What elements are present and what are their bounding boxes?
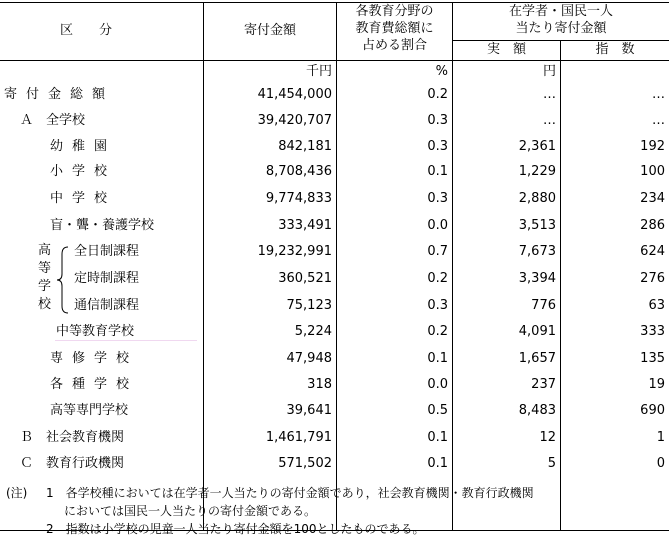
row-amount: 75,123 bbox=[286, 298, 332, 313]
row-ratio: 0.0 bbox=[427, 218, 448, 233]
row-amount: 9,774,833 bbox=[265, 191, 332, 206]
row-index: 1 bbox=[656, 430, 665, 445]
row-ratio: 0.7 bbox=[427, 244, 448, 259]
unit-ratio: % bbox=[435, 64, 448, 79]
row-index: 63 bbox=[648, 298, 665, 313]
row-amount: 39,420,707 bbox=[257, 113, 332, 128]
row-actual: 3,513 bbox=[518, 218, 556, 233]
header-ratio-line1: 各教育分野の bbox=[355, 4, 434, 19]
row-index: 192 bbox=[640, 139, 665, 154]
note-1-line1: 1 各学校種においては在学者一人当たりの寄付金額であり，社会教育機関・教育行政機関 bbox=[46, 486, 534, 500]
header-per-capita-line2: 当たり寄付金額 bbox=[515, 21, 607, 36]
row-amount: 47,948 bbox=[286, 351, 332, 366]
row-actual: 1,657 bbox=[518, 351, 556, 366]
header-category: 区 分 bbox=[60, 23, 113, 38]
column-rule bbox=[452, 2, 453, 530]
row-ratio: 0.3 bbox=[427, 139, 448, 154]
row-ratio: 0.3 bbox=[427, 298, 448, 313]
row-amount: 19,232,991 bbox=[257, 244, 332, 259]
row-actual: 7,673 bbox=[518, 244, 556, 259]
row-amount: 1,461,791 bbox=[265, 430, 332, 445]
row-ratio: 0.0 bbox=[427, 377, 448, 392]
note-1-line2: においては国民一人当たりの寄付金額である。 bbox=[64, 504, 317, 518]
row-actual: 12 bbox=[539, 430, 556, 445]
column-rule bbox=[336, 2, 337, 530]
row-label: Ｂ 社会教育機関 bbox=[20, 430, 125, 445]
table-top-rule bbox=[0, 2, 669, 3]
high-school-brace bbox=[56, 244, 70, 316]
row-amount: 41,454,000 bbox=[257, 87, 332, 102]
row-ratio: 0.1 bbox=[427, 456, 448, 471]
row-label: 中等教育学校 bbox=[56, 324, 135, 339]
row-ratio: 0.3 bbox=[427, 113, 448, 128]
row-label: 各種学校 bbox=[50, 377, 139, 392]
row-label: Ａ 全学校 bbox=[20, 113, 86, 128]
row-actual: 776 bbox=[531, 298, 556, 313]
row-label: 盲・聾・養護学校 bbox=[50, 218, 155, 233]
row-ratio: 0.2 bbox=[427, 87, 448, 102]
row-amount: 318 bbox=[307, 377, 332, 392]
row-ratio: 0.1 bbox=[427, 351, 448, 366]
row-highlight bbox=[55, 340, 197, 341]
row-amount: 8,708,436 bbox=[265, 164, 332, 179]
row-ratio: 0.1 bbox=[427, 164, 448, 179]
row-label: 専修学校 bbox=[50, 351, 139, 366]
row-label: 寄付金総額 bbox=[4, 87, 115, 102]
row-index: 286 bbox=[640, 218, 665, 233]
row-index: 135 bbox=[640, 351, 665, 366]
unit-amount: 千円 bbox=[305, 64, 332, 79]
row-index: 333 bbox=[640, 324, 665, 339]
row-amount: 571,502 bbox=[278, 456, 332, 471]
row-actual: 4,091 bbox=[518, 324, 556, 339]
row-actual: 2,880 bbox=[518, 191, 556, 206]
row-amount: 842,181 bbox=[278, 139, 332, 154]
row-index: 0 bbox=[656, 456, 665, 471]
row-index: … bbox=[652, 113, 665, 128]
row-index: … bbox=[652, 87, 665, 102]
row-label: 全日制課程 bbox=[74, 244, 140, 259]
row-ratio: 0.2 bbox=[427, 271, 448, 286]
high-school-group-char: 等 bbox=[38, 261, 52, 276]
header-ratio-line3: 占める割合 bbox=[361, 38, 427, 53]
row-index: 19 bbox=[648, 377, 665, 392]
header-donation-amount: 寄付金額 bbox=[243, 23, 296, 38]
header-bottom-rule bbox=[0, 60, 669, 61]
row-label: 小学校 bbox=[50, 164, 117, 179]
row-amount: 5,224 bbox=[294, 324, 332, 339]
row-ratio: 0.1 bbox=[427, 430, 448, 445]
row-label: 幼稚園 bbox=[50, 139, 117, 154]
row-actual: 3,394 bbox=[518, 271, 556, 286]
row-actual: 2,361 bbox=[518, 139, 556, 154]
note-prefix: (注) bbox=[6, 486, 28, 500]
row-index: 690 bbox=[640, 403, 665, 418]
row-label: 中学校 bbox=[50, 191, 117, 206]
note-2: 2 指数は小学校の児童一人当たり寄付金額を100としたものである。 bbox=[46, 522, 425, 536]
unit-actual: 円 bbox=[542, 64, 556, 79]
row-label: Ｃ 教育行政機関 bbox=[20, 456, 125, 471]
row-ratio: 0.2 bbox=[427, 324, 448, 339]
row-actual: 237 bbox=[531, 377, 556, 392]
row-amount: 333,491 bbox=[278, 218, 332, 233]
row-index: 624 bbox=[640, 244, 665, 259]
row-actual: 8,483 bbox=[518, 403, 556, 418]
high-school-group-char: 高 bbox=[38, 243, 52, 258]
row-index: 100 bbox=[640, 164, 665, 179]
row-index: 234 bbox=[640, 191, 665, 206]
row-actual: … bbox=[543, 87, 556, 102]
row-actual: 5 bbox=[547, 456, 556, 471]
header-ratio-line2: 教育費総額に bbox=[355, 21, 434, 36]
row-amount: 39,641 bbox=[286, 403, 332, 418]
row-actual: … bbox=[543, 113, 556, 128]
row-ratio: 0.5 bbox=[427, 403, 448, 418]
row-index: 276 bbox=[640, 271, 665, 286]
header-per-capita-line1: 在学者・国民一人 bbox=[508, 4, 613, 19]
header-actual-amount: 実 額 bbox=[486, 42, 526, 57]
high-school-group-char: 学 bbox=[38, 279, 52, 294]
column-rule bbox=[203, 2, 204, 530]
row-ratio: 0.3 bbox=[427, 191, 448, 206]
row-label: 定時制課程 bbox=[74, 271, 140, 286]
row-actual: 1,229 bbox=[518, 164, 556, 179]
high-school-group-char: 校 bbox=[38, 297, 52, 312]
row-label: 高等専門学校 bbox=[50, 403, 129, 418]
row-label: 通信制課程 bbox=[74, 298, 140, 313]
header-index: 指 数 bbox=[595, 42, 635, 57]
row-amount: 360,521 bbox=[278, 271, 332, 286]
